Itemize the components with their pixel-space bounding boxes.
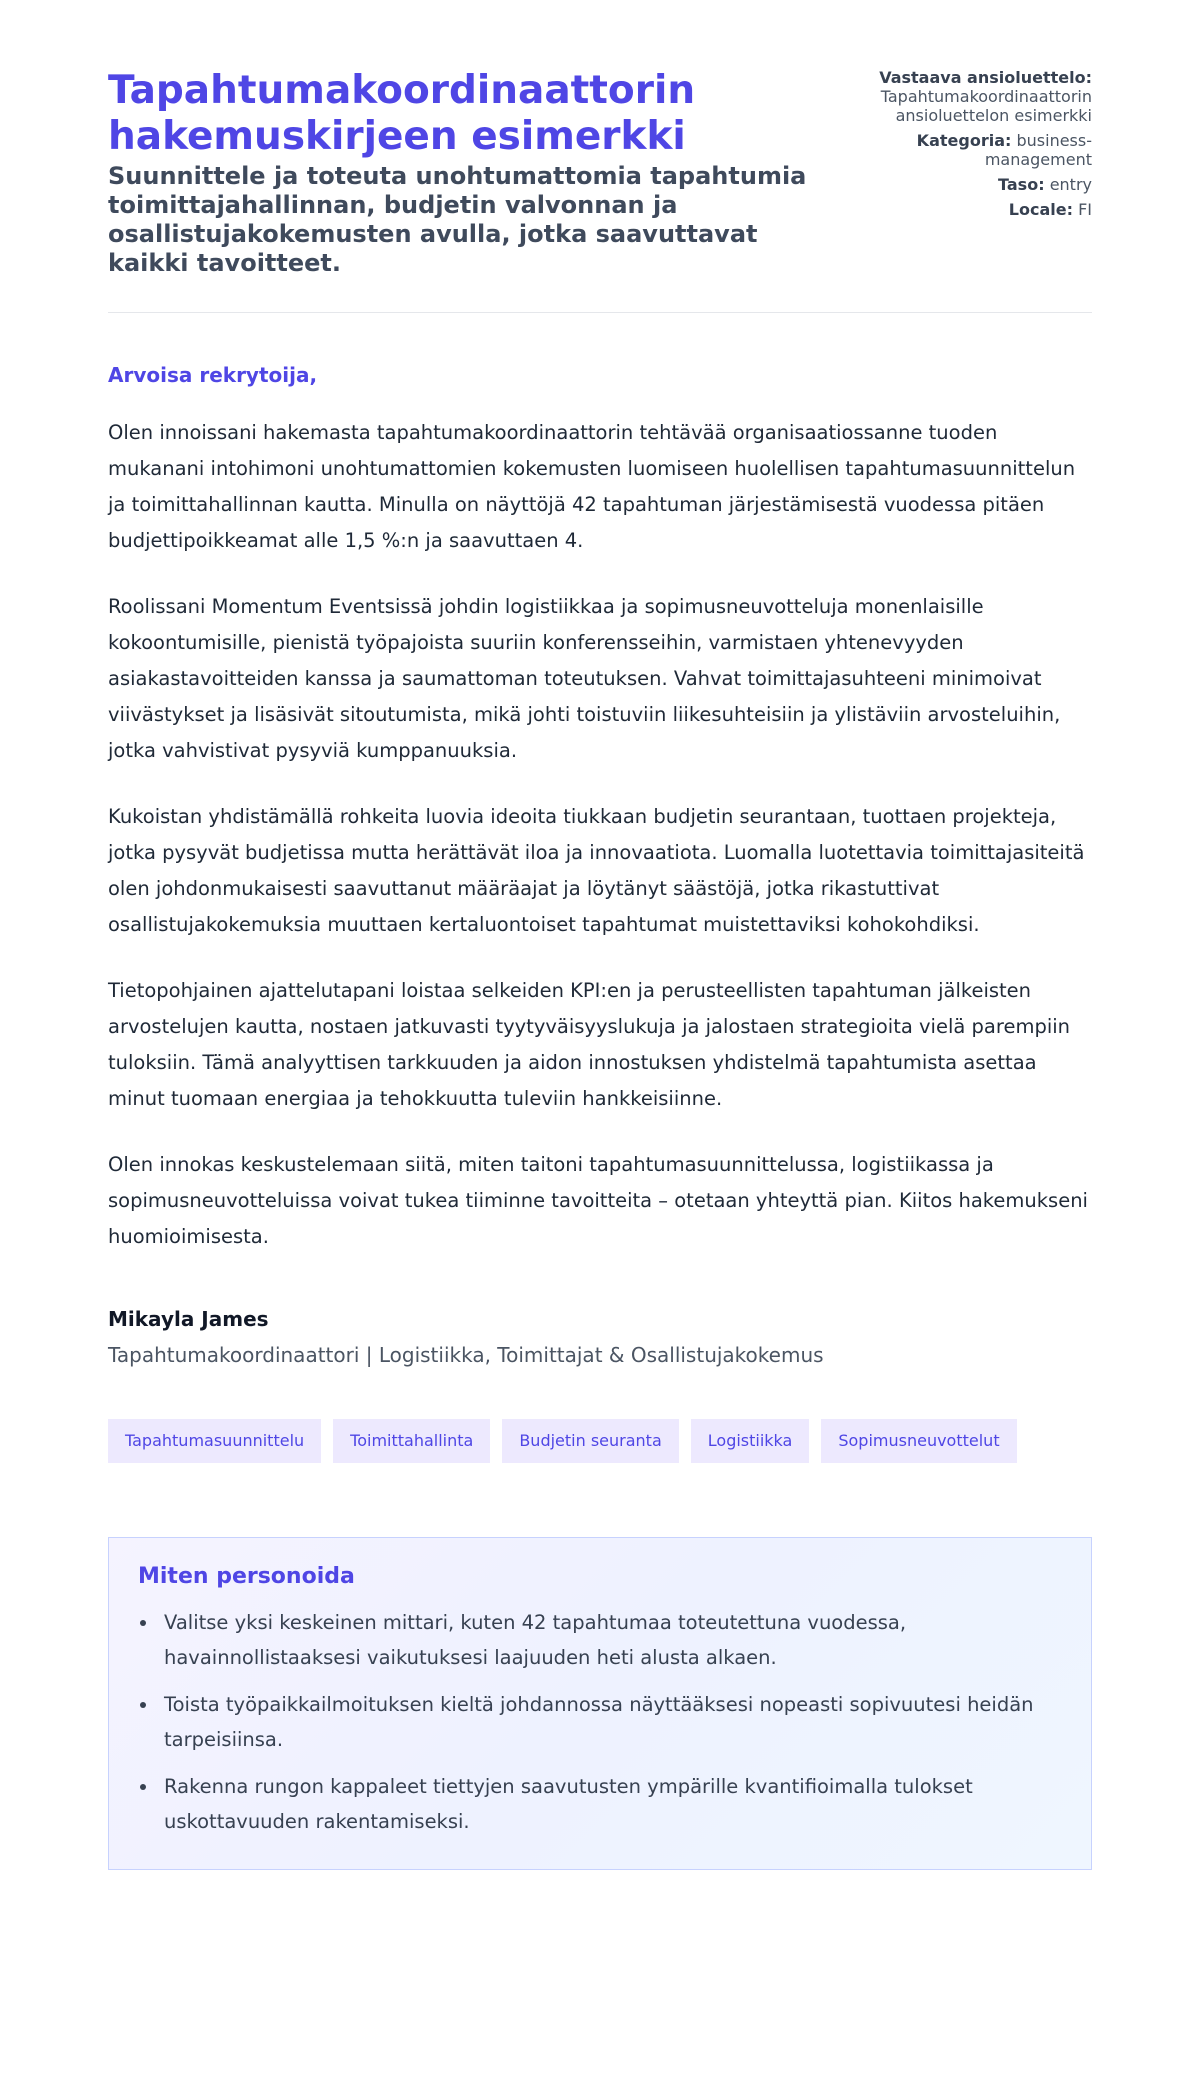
meta-locale-label: Locale: xyxy=(1008,200,1073,219)
personalization-tips xyxy=(108,1537,1092,1870)
tips-item: Rakenna rungon kappaleet tiettyjen saavutusten ympärille kvantifioimalla tulokset uskottavuuden rakentamiseksi. xyxy=(138,1769,1062,1839)
letter-paragraph: Kukoistan yhdistämällä rohkeita luovia ideoita tiukkaan budjetin seurantaan, tuottaen projekteja, jotka pysyvät budjetissa mutta herättävät iloa ja innovaatiota. Luomalla luotettavia toimittajasiteitä olen johdonmukaisesti saavuttanut määräajat ja löytänyt säästöjä, jotka rikastuttivat osallistujakokemuksia muuttaen kertaluontoiset tapahtumat muistettaviksi kohokohdiksi. xyxy=(108,805,1085,936)
header-title-block xyxy=(108,68,828,278)
letter-body xyxy=(108,415,1092,1255)
skill-tags xyxy=(108,1419,1092,1463)
meta-category-value: business-management xyxy=(984,131,1092,169)
meta-resume xyxy=(842,68,1092,125)
page-title: Tapahtumakoordinaattorin hakemuskirjeen esimerkki xyxy=(108,68,696,159)
meta-locale xyxy=(842,200,1092,219)
tips-list xyxy=(138,1605,1062,1839)
tips-title: Miten personoida xyxy=(138,1564,355,1589)
tips-item: Toista työpaikkailmoituksen kieltä johdannossa näyttääksesi nopeasti sopivuutesi heidän tarpeisiinsa. xyxy=(138,1687,1062,1757)
document-meta xyxy=(842,68,1092,219)
meta-locale-value: FI xyxy=(1078,200,1092,219)
letter-paragraph: Olen innokas keskustelemaan siitä, miten taitoni tapahtumasuunnittelussa, logistiikassa ja sopimusneuvotteluissa voivat tukea tiiminne tavoitteita – otetaan yhteyttä pian. Kiitos hakemukseni huomioimisesta. xyxy=(108,1153,1088,1248)
signature-role: Tapahtumakoordinaattori | Logistiikka, Toimittajat & Osallistujakokemus xyxy=(108,1343,824,1367)
signature-name: Mikayla James xyxy=(108,1307,269,1331)
skill-tag: Logistiikka xyxy=(691,1419,810,1463)
meta-resume-value: Tapahtumakoordinaattorin ansioluettelon esimerkki xyxy=(880,87,1092,125)
meta-level xyxy=(842,175,1092,194)
document-header xyxy=(108,68,1092,313)
skill-tag: Budjetin seuranta xyxy=(502,1419,678,1463)
meta-category xyxy=(842,131,1092,169)
page-subtitle: Suunnittele ja toteuta unohtumattomia tapahtumia toimittajahallinnan, budjetin valvonnan ja osallistujakokemusten avulla, jotka saavuttavat kaikki tavoitteet. xyxy=(108,162,807,277)
tips-item: Valitse yksi keskeinen mittari, kuten 42 tapahtumaa toteutettuna vuodessa, havainnollistaaksesi vaikutuksesi laajuuden heti alusta alkaen. xyxy=(138,1605,1062,1675)
meta-level-value: entry xyxy=(1049,175,1092,194)
meta-level-label: Taso: xyxy=(998,175,1045,194)
skill-tag: Tapahtumasuunnittelu xyxy=(108,1419,321,1463)
letter-paragraph: Olen innoissani hakemasta tapahtumakoordinaattorin tehtävää organisaatiossanne tuoden mukanani intohimoni unohtumattomien kokemusten luomiseen huolellisen tapahtumasuunnittelun ja toimittahallinnan kautta. Minulla on näyttöjä 42 tapahtuman järjestämisestä vuodessa pitäen budjettipoikkeamat alle 1,5 %:n ja saavuttaen 4. xyxy=(108,421,1076,552)
skill-tag: Toimittahallinta xyxy=(333,1419,490,1463)
skill-tag: Sopimusneuvottelut xyxy=(821,1419,1016,1463)
letter-paragraph: Roolissani Momentum Eventsissä johdin logistiikkaa ja sopimusneuvotteluja monenlaisille kokoontumisille, pienistä työpajoista suuriin konferensseihin, varmistaen yhtenevyyden asiakastavoitteiden kanssa ja saumattoman toteutuksen. Vahvat toimittajasuhteeni minimoivat viivästykset ja lisäsivät sitoutumista, mikä johti toistuviin liikesuhteisiin ja ylistäviin arvosteluihin, jotka vahvistivat pysyviä kumppanuuksia. xyxy=(108,595,1061,762)
letter-paragraph: Tietopohjainen ajattelutapani loistaa selkeiden KPI:en ja perusteellisten tapahtuman jälkeisten arvostelujen kautta, nostaen jatkuvasti tyytyväisyyslukuja ja jalostaen strategioita vielä parempiin tuloksiin. Tämä analyyttisen tarkkuuden ja aidon innostuksen yhdistelmä tapahtumista asettaa minut tuomaan energiaa ja tehokkuutta tuleviin hankkeisiinne. xyxy=(108,979,1071,1110)
meta-category-label: Kategoria: xyxy=(916,131,1012,150)
letter-greeting: Arvoisa rekrytoija, xyxy=(108,363,318,387)
meta-resume-label: Vastaava ansioluettelo: xyxy=(879,68,1092,87)
